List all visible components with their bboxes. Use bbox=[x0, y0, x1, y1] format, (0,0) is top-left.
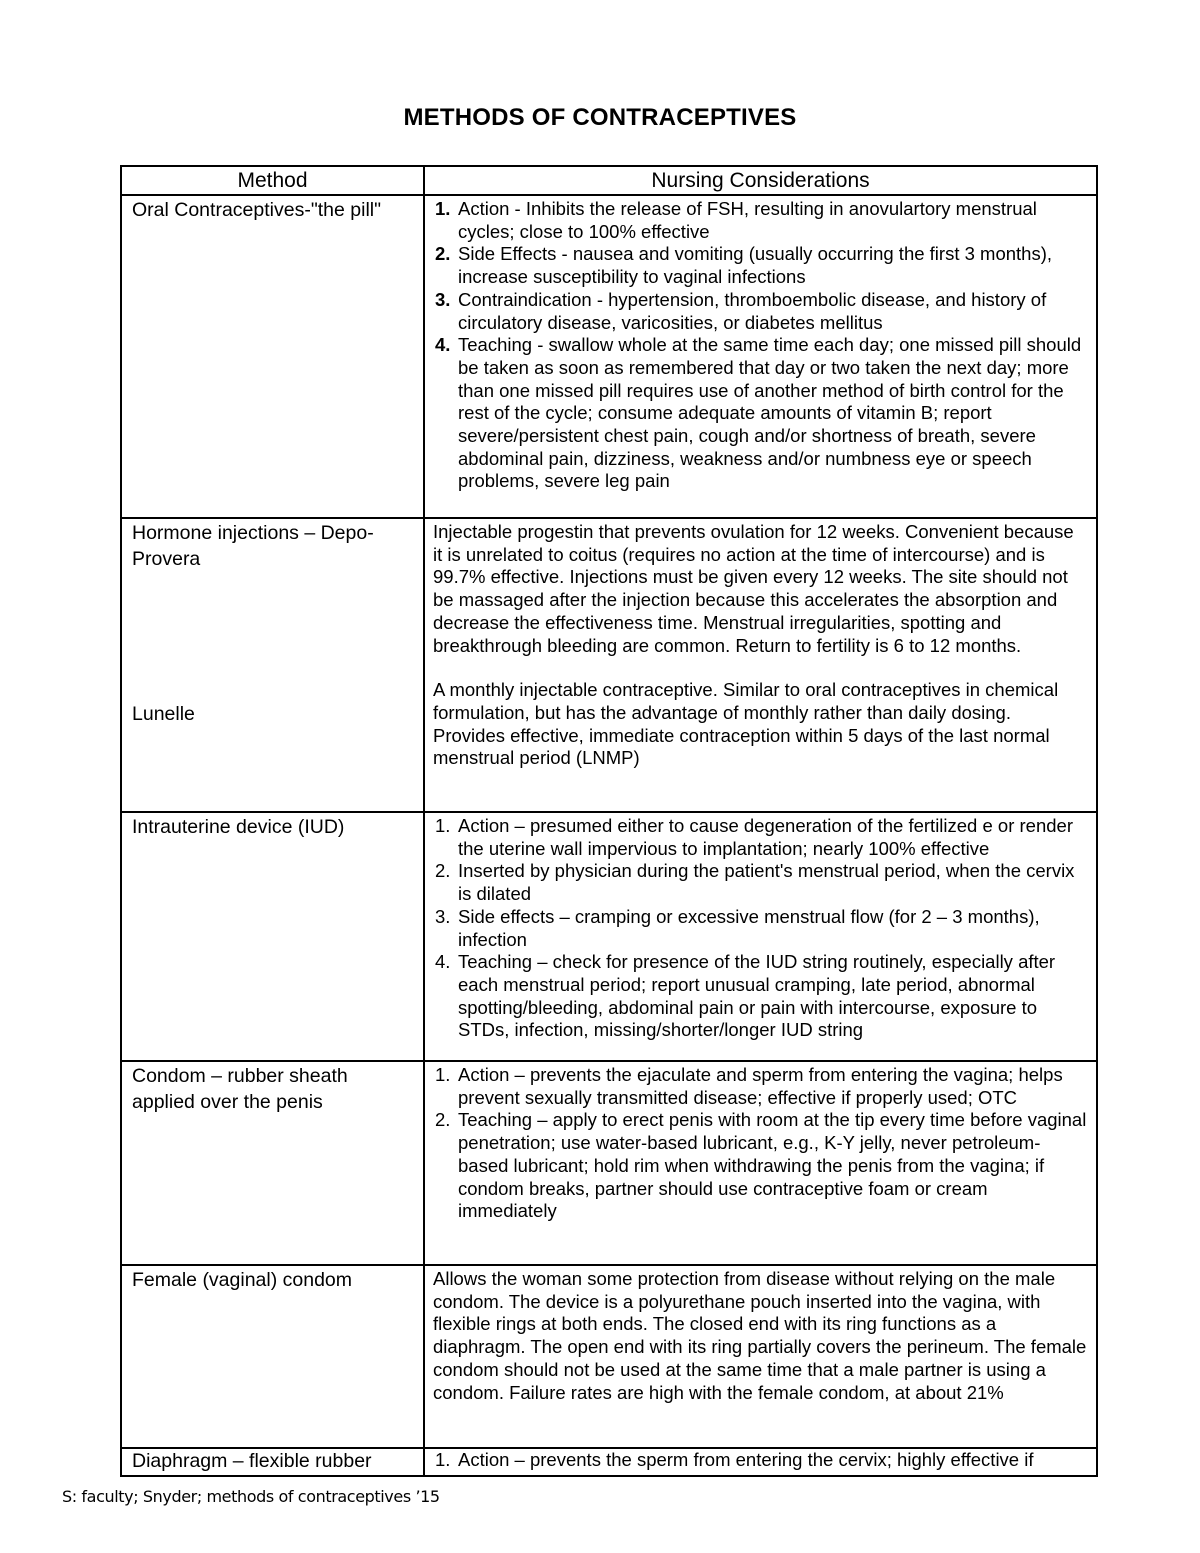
contraceptives-table bbox=[120, 165, 1098, 1477]
table-header-row bbox=[121, 166, 1097, 195]
table-row bbox=[121, 1448, 1097, 1476]
method-label: Intrauterine device (IUD) bbox=[132, 816, 345, 838]
considerations-cell bbox=[424, 518, 1097, 812]
method-cell bbox=[121, 812, 424, 1061]
considerations-paragraph: Allows the woman some protection from disease without relying on the male condom. The device is a polyurethane pouch inserted into the vagina, with flexible rings at both ends. The closed end with its ring functions as a diaphragm. The open end with its ring partially covers the perineum. The female condom should not be used at the same time that a male partner is using a condom. Failure rates are high with the female condom, at about 21% bbox=[433, 1268, 1087, 1403]
considerations-cell bbox=[424, 195, 1097, 518]
considerations-list bbox=[433, 198, 1088, 493]
considerations-list bbox=[433, 815, 1088, 1042]
considerations-list bbox=[433, 1449, 1088, 1472]
table-row bbox=[121, 1265, 1097, 1448]
considerations-cell bbox=[424, 1448, 1097, 1476]
list-item: 1. Action – presumed either to cause degeneration of the fertilized e or render the uterine wall impervious to implantation; nearly 100% effective bbox=[435, 815, 1073, 859]
method-label: Lunelle bbox=[132, 703, 195, 725]
method-label: Hormone injections – Depo-Provera bbox=[132, 522, 374, 570]
header-method: Method bbox=[121, 166, 424, 195]
header-nursing-considerations: Nursing Considerations bbox=[424, 166, 1097, 195]
table-row bbox=[121, 518, 1097, 812]
method-cell bbox=[121, 518, 424, 812]
list-item: 3. Contraindication - hypertension, thromboembolic disease, and history of circulatory disease, varicosities, or diabetes mellitus bbox=[435, 288, 1047, 333]
list-item: 4. Teaching - swallow whole at the same time each day; one missed pill should be taken as soon as remembered that day or two taken the next day; more than one missed pill requires use of another method of birth control for the rest of the cycle; consume adequate amounts of vitamin B; report severe/persistent chest pain, cough and/or shortness of breath, severe abdominal pain, dizziness, weakness and/or numbness eye or speech problems, severe leg pain bbox=[435, 334, 1082, 492]
list-item: 2. Teaching – apply to erect penis with room at the tip every time before vaginal penetration; use water-based lubricant, e.g., K-Y jelly, never petroleum-based lubricant; hold rim when withdrawing the penis from the vagina; if condom breaks, partner should use contraceptive foam or cream immediately bbox=[435, 1109, 1087, 1222]
method-cell bbox=[121, 1265, 424, 1448]
method-label: Oral Contraceptives-"the pill" bbox=[132, 199, 382, 221]
list-item: 1. Action – prevents the ejaculate and sperm from entering the vagina; helps prevent sexually transmitted disease; effective if properly used; OTC bbox=[435, 1064, 1063, 1108]
table-row bbox=[121, 1061, 1097, 1265]
table-row bbox=[121, 812, 1097, 1061]
considerations-cell bbox=[424, 1265, 1097, 1448]
considerations-paragraph: A monthly injectable contraceptive. Similar to oral contraceptives in chemical formulation, but has the advantage of monthly rather than daily dosing. Provides effective, immediate contraception within 5 days of the last normal menstrual period (LNMP) bbox=[433, 679, 1059, 769]
method-cell bbox=[121, 1061, 424, 1265]
considerations-paragraph: Injectable progestin that prevents ovulation for 12 weeks. Convenient because it is unrelated to coitus (requires no action at the time of intercourse) and is 99.7% effective. Injections must be given every 12 weeks. The site should not be massaged after the injection because this accelerates the absorption and decrease the effectiveness time. Menstrual irregularities, spotting and breakthrough bleeding are common. Return to fertility is 6 to 12 months. bbox=[433, 521, 1074, 656]
list-item: 2. Side Effects - nausea and vomiting (usually occurring the first 3 months), increase susceptibility to vaginal infections bbox=[435, 243, 1052, 288]
method-cell bbox=[121, 1448, 424, 1476]
method-label: Diaphragm – flexible rubber bbox=[132, 1450, 372, 1472]
table-row bbox=[121, 195, 1097, 518]
method-cell bbox=[121, 195, 424, 518]
document-title: METHODS OF CONTRACEPTIVES bbox=[403, 104, 797, 131]
list-item: 1. Action - Inhibits the release of FSH, resulting in anovulartory menstrual cycles; close to 100% effective bbox=[435, 198, 1037, 242]
list-item: 2. Inserted by physician during the patient's menstrual period, when the cervix is dilated bbox=[435, 860, 1075, 905]
considerations-list bbox=[433, 1064, 1088, 1223]
considerations-cell bbox=[424, 812, 1097, 1061]
method-label: Condom – rubber sheath applied over the penis bbox=[132, 1065, 348, 1113]
page-footer: S: faculty; Snyder; methods of contraceptives ’15 bbox=[62, 1487, 440, 1506]
list-item: 3. Side effects – cramping or excessive menstrual flow (for 2 – 3 months), infection bbox=[435, 905, 1040, 950]
method-label: Female (vaginal) condom bbox=[132, 1269, 353, 1291]
considerations-cell bbox=[424, 1061, 1097, 1265]
list-item: 1. Action – prevents the sperm from entering the cervix; highly effective if bbox=[435, 1449, 1034, 1470]
list-item: 4. Teaching – check for presence of the IUD string routinely, especially after each menstrual period; report unusual cramping, late period, abnormal spotting/bleeding, abdominal pain or pain with intercourse, exposure to STDs, infection, missing/shorter/longer IUD string bbox=[435, 951, 1056, 1041]
